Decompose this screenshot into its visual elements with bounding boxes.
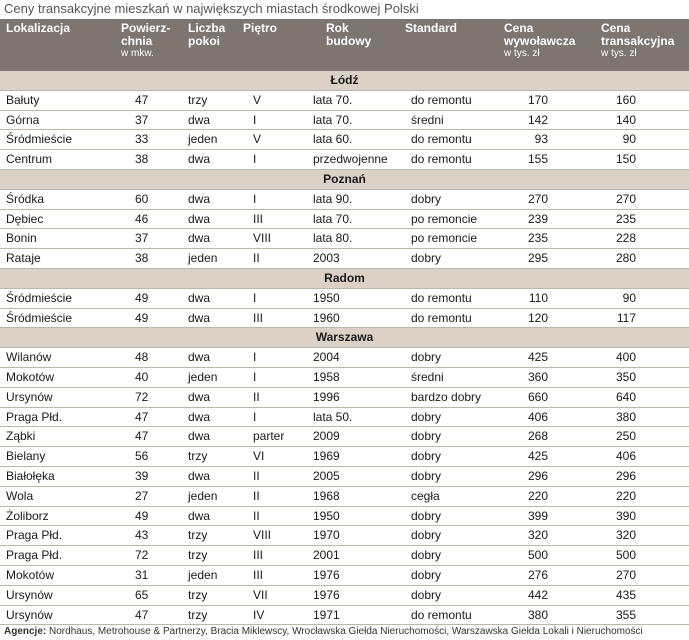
cell-year: 1976 bbox=[313, 587, 340, 602]
cell-year: lata 90. bbox=[313, 191, 353, 206]
cell-asking-price: 296 bbox=[527, 468, 548, 483]
cell-area: 48 bbox=[135, 350, 149, 365]
cell-year: lata 60. bbox=[313, 132, 353, 147]
table-row bbox=[0, 309, 689, 329]
table-row bbox=[0, 229, 689, 249]
table-row bbox=[0, 348, 689, 368]
cell-location: Śródmieście bbox=[6, 290, 73, 305]
cell-transaction-price: 90 bbox=[622, 132, 636, 147]
cell-asking-price: 276 bbox=[527, 567, 548, 582]
cell-area: 49 bbox=[135, 508, 149, 523]
cell-floor: V bbox=[253, 132, 262, 147]
cell-rooms: trzy bbox=[188, 92, 208, 107]
cell-area: 43 bbox=[135, 528, 149, 543]
cell-area: 49 bbox=[135, 290, 149, 305]
cell-standard: dobry bbox=[411, 251, 442, 266]
header-transaction-price: Cena transakcyjna w tys. zł bbox=[601, 21, 675, 59]
cell-standard: po remoncie bbox=[411, 231, 478, 246]
price-table bbox=[0, 19, 689, 625]
cell-location: Żoliborz bbox=[6, 508, 49, 523]
cell-area: 47 bbox=[135, 92, 149, 107]
cell-rooms: dwa bbox=[188, 191, 211, 206]
cell-asking-price: 268 bbox=[527, 429, 548, 444]
cell-area: 72 bbox=[135, 389, 149, 404]
cell-transaction-price: 140 bbox=[615, 112, 636, 127]
cell-transaction-price: 228 bbox=[615, 231, 636, 246]
cell-transaction-price: 390 bbox=[615, 508, 636, 523]
cell-location: Bielany bbox=[6, 449, 46, 464]
cell-standard: do remontu bbox=[411, 132, 472, 147]
cell-location: Praga Płd. bbox=[6, 409, 63, 424]
cell-rooms: dwa bbox=[188, 389, 211, 404]
cell-location: Górna bbox=[6, 112, 40, 127]
cell-floor: III bbox=[253, 211, 264, 226]
cell-year: 1950 bbox=[313, 508, 340, 523]
cell-asking-price: 270 bbox=[527, 191, 548, 206]
cell-standard: cegła bbox=[411, 488, 440, 503]
cell-standard: do remontu bbox=[411, 607, 472, 622]
cell-area: 49 bbox=[135, 310, 149, 325]
cell-rooms: jeden bbox=[188, 369, 218, 384]
city-group-header: Łódź bbox=[0, 71, 689, 91]
cell-transaction-price: 270 bbox=[615, 191, 636, 206]
cell-area: 47 bbox=[135, 607, 149, 622]
cell-rooms: dwa bbox=[188, 468, 211, 483]
cell-year: 1960 bbox=[313, 310, 340, 325]
cell-location: Bonin bbox=[6, 231, 37, 246]
cell-rooms: trzy bbox=[188, 587, 208, 602]
table-row bbox=[0, 467, 689, 487]
cell-floor: I bbox=[253, 152, 257, 167]
cell-location: Ursynów bbox=[6, 607, 53, 622]
cell-rooms: trzy bbox=[188, 528, 208, 543]
table-row bbox=[0, 368, 689, 388]
cell-rooms: trzy bbox=[188, 449, 208, 464]
cell-area: 33 bbox=[135, 132, 149, 147]
cell-standard: dobry bbox=[411, 191, 442, 206]
cell-floor: II bbox=[253, 488, 260, 503]
cell-transaction-price: 280 bbox=[615, 251, 636, 266]
cell-floor: parter bbox=[253, 429, 285, 444]
cell-location: Ursynów bbox=[6, 389, 53, 404]
cell-standard: dobry bbox=[411, 567, 442, 582]
cell-floor: VII bbox=[253, 587, 268, 602]
cell-location: Ząbki bbox=[6, 429, 36, 444]
cell-area: 46 bbox=[135, 211, 149, 226]
table-row bbox=[0, 190, 689, 210]
cell-year: lata 70. bbox=[313, 211, 353, 226]
header-location: Lokalizacja bbox=[6, 21, 71, 35]
cell-standard: dobry bbox=[411, 468, 442, 483]
cell-standard: dobry bbox=[411, 508, 442, 523]
cell-area: 38 bbox=[135, 152, 149, 167]
table-row bbox=[0, 111, 689, 131]
cell-location: Rataje bbox=[6, 251, 41, 266]
footer-sources: Agencje: Nordhaus, Metrohouse & Partnerzy, Bracia Miklewscy, Wrocławska Giełda Nieruchomości, Warszawska Giełda Lokali i Nieruchomości bbox=[4, 626, 643, 637]
cell-area: 37 bbox=[135, 231, 149, 246]
table-header bbox=[0, 19, 689, 71]
cell-transaction-price: 380 bbox=[615, 409, 636, 424]
cell-transaction-price: 235 bbox=[615, 211, 636, 226]
cell-rooms: dwa bbox=[188, 508, 211, 523]
cell-rooms: dwa bbox=[188, 429, 211, 444]
table-row bbox=[0, 150, 689, 170]
header-rooms: Liczba pokoi bbox=[188, 21, 226, 48]
cell-standard: dobry bbox=[411, 429, 442, 444]
cell-location: Mokotów bbox=[6, 567, 55, 582]
cell-transaction-price: 500 bbox=[615, 548, 636, 563]
cell-area: 38 bbox=[135, 251, 149, 266]
cell-standard: dobry bbox=[411, 409, 442, 424]
cell-year: przedwojenne bbox=[313, 152, 388, 167]
city-group-header: Poznań bbox=[0, 170, 689, 190]
cell-transaction-price: 400 bbox=[615, 350, 636, 365]
cell-location: Ursynów bbox=[6, 587, 53, 602]
table-body bbox=[0, 71, 689, 625]
cell-transaction-price: 320 bbox=[615, 528, 636, 543]
city-group-header: Radom bbox=[0, 269, 689, 289]
header-area: Powierz- chnia w mkw. bbox=[121, 21, 171, 59]
cell-asking-price: 142 bbox=[527, 112, 548, 127]
cell-transaction-price: 350 bbox=[615, 369, 636, 384]
cell-floor: II bbox=[253, 508, 260, 523]
cell-area: 40 bbox=[135, 369, 149, 384]
cell-rooms: dwa bbox=[188, 290, 211, 305]
cell-area: 39 bbox=[135, 468, 149, 483]
cell-floor: III bbox=[253, 548, 264, 563]
cell-floor: VIII bbox=[253, 231, 272, 246]
cell-asking-price: 120 bbox=[527, 310, 548, 325]
cell-rooms: jeden bbox=[188, 488, 218, 503]
cell-transaction-price: 117 bbox=[616, 310, 636, 325]
cell-year: 2009 bbox=[313, 429, 340, 444]
cell-transaction-price: 296 bbox=[615, 468, 636, 483]
cell-location: Białołęka bbox=[6, 468, 55, 483]
table-row bbox=[0, 606, 689, 626]
cell-year: 1958 bbox=[313, 369, 340, 384]
table-row bbox=[0, 427, 689, 447]
cell-asking-price: 425 bbox=[527, 350, 548, 365]
cell-standard: dobry bbox=[411, 528, 442, 543]
cell-year: lata 50. bbox=[313, 409, 353, 424]
table-row bbox=[0, 249, 689, 269]
cell-floor: I bbox=[253, 350, 257, 365]
cell-year: 2001 bbox=[313, 548, 340, 563]
cell-transaction-price: 150 bbox=[615, 152, 636, 167]
table-row bbox=[0, 91, 689, 111]
cell-floor: V bbox=[253, 92, 262, 107]
cell-standard: bardzo dobry bbox=[411, 389, 482, 404]
cell-asking-price: 220 bbox=[527, 488, 548, 503]
cell-asking-price: 399 bbox=[527, 508, 548, 523]
cell-area: 56 bbox=[135, 449, 149, 464]
cell-transaction-price: 355 bbox=[615, 607, 636, 622]
table-row bbox=[0, 289, 689, 309]
cell-area: 31 bbox=[135, 567, 149, 582]
cell-location: Mokotów bbox=[6, 369, 55, 384]
cell-standard: po remoncie bbox=[411, 211, 478, 226]
cell-area: 65 bbox=[135, 587, 149, 602]
cell-asking-price: 360 bbox=[527, 369, 548, 384]
cell-asking-price: 442 bbox=[527, 587, 548, 602]
cell-standard: do remontu bbox=[411, 152, 472, 167]
cell-standard: do remontu bbox=[411, 310, 472, 325]
cell-floor: III bbox=[253, 310, 264, 325]
cell-year: 1996 bbox=[313, 389, 340, 404]
cell-asking-price: 295 bbox=[527, 251, 548, 266]
cell-location: Praga Płd. bbox=[6, 528, 63, 543]
cell-rooms: trzy bbox=[188, 607, 208, 622]
cell-asking-price: 660 bbox=[527, 389, 548, 404]
cell-asking-price: 110 bbox=[528, 290, 548, 305]
cell-floor: II bbox=[253, 468, 260, 483]
table-caption: Ceny transakcyjne mieszkań w największych miastach środkowej Polski bbox=[4, 1, 419, 16]
cell-rooms: dwa bbox=[188, 350, 211, 365]
cell-asking-price: 380 bbox=[527, 607, 548, 622]
cell-standard: dobry bbox=[411, 449, 442, 464]
cell-asking-price: 406 bbox=[527, 409, 548, 424]
cell-year: 1969 bbox=[313, 449, 340, 464]
cell-floor: VI bbox=[253, 449, 265, 464]
cell-year: 1976 bbox=[313, 567, 340, 582]
cell-floor: VIII bbox=[253, 528, 272, 543]
cell-standard: średni bbox=[411, 112, 444, 127]
cell-transaction-price: 250 bbox=[615, 429, 636, 444]
cell-standard: dobry bbox=[411, 548, 442, 563]
cell-location: Śródmieście bbox=[6, 310, 73, 325]
table-row bbox=[0, 130, 689, 150]
table-row bbox=[0, 487, 689, 507]
cell-year: 1970 bbox=[313, 528, 340, 543]
table-row bbox=[0, 526, 689, 546]
header-floor: Piętro bbox=[243, 21, 278, 35]
cell-asking-price: 170 bbox=[527, 92, 548, 107]
cell-floor: I bbox=[253, 191, 257, 206]
cell-standard: średni bbox=[411, 369, 444, 384]
cell-year: lata 80. bbox=[313, 231, 353, 246]
cell-rooms: jeden bbox=[188, 251, 218, 266]
cell-floor: I bbox=[253, 369, 257, 384]
cell-asking-price: 155 bbox=[527, 152, 548, 167]
cell-year: 2004 bbox=[313, 350, 340, 365]
cell-year: lata 70. bbox=[313, 92, 353, 107]
cell-floor: IV bbox=[253, 607, 265, 622]
cell-asking-price: 320 bbox=[527, 528, 548, 543]
cell-standard: dobry bbox=[411, 350, 442, 365]
cell-year: 2005 bbox=[313, 468, 340, 483]
table-row bbox=[0, 546, 689, 566]
cell-rooms: jeden bbox=[188, 567, 218, 582]
cell-area: 60 bbox=[135, 191, 149, 206]
cell-floor: II bbox=[253, 251, 260, 266]
cell-asking-price: 239 bbox=[527, 211, 548, 226]
header-standard: Standard bbox=[405, 21, 458, 35]
cell-area: 27 bbox=[135, 488, 149, 503]
table-row bbox=[0, 210, 689, 230]
cell-asking-price: 425 bbox=[527, 449, 548, 464]
cell-year: lata 70. bbox=[313, 112, 353, 127]
cell-location: Śródmieście bbox=[6, 132, 73, 147]
header-year: Rok budowy bbox=[326, 21, 372, 48]
cell-location: Praga Płd. bbox=[6, 548, 63, 563]
cell-floor: I bbox=[253, 409, 257, 424]
cell-location: Bałuty bbox=[6, 92, 40, 107]
cell-asking-price: 500 bbox=[527, 548, 548, 563]
cell-rooms: dwa bbox=[188, 211, 211, 226]
table-row bbox=[0, 586, 689, 606]
cell-rooms: dwa bbox=[188, 409, 211, 424]
cell-year: 1968 bbox=[313, 488, 340, 503]
cell-asking-price: 93 bbox=[534, 132, 548, 147]
city-group-header: Warszawa bbox=[0, 328, 689, 348]
cell-area: 72 bbox=[135, 548, 149, 563]
cell-location: Wola bbox=[6, 488, 34, 503]
cell-floor: II bbox=[253, 389, 260, 404]
table-row bbox=[0, 566, 689, 586]
cell-rooms: jeden bbox=[188, 132, 218, 147]
cell-rooms: dwa bbox=[188, 152, 211, 167]
cell-transaction-price: 406 bbox=[615, 449, 636, 464]
cell-area: 37 bbox=[135, 112, 149, 127]
cell-floor: III bbox=[253, 567, 264, 582]
cell-transaction-price: 160 bbox=[615, 92, 636, 107]
header-asking-price: Cena wywoławcza w tys. zł bbox=[504, 21, 576, 59]
cell-rooms: dwa bbox=[188, 231, 211, 246]
cell-year: 1971 bbox=[313, 607, 340, 622]
cell-standard: do remontu bbox=[411, 290, 472, 305]
cell-location: Wilanów bbox=[6, 350, 52, 365]
cell-year: 2003 bbox=[313, 251, 340, 266]
cell-floor: I bbox=[253, 112, 257, 127]
table-row bbox=[0, 408, 689, 428]
cell-area: 47 bbox=[135, 429, 149, 444]
cell-floor: I bbox=[253, 290, 257, 305]
cell-location: Centrum bbox=[6, 152, 53, 167]
cell-rooms: trzy bbox=[188, 548, 208, 563]
table-row bbox=[0, 388, 689, 408]
cell-transaction-price: 435 bbox=[615, 587, 636, 602]
cell-location: Śródka bbox=[6, 191, 45, 206]
cell-rooms: dwa bbox=[188, 112, 211, 127]
cell-year: 1950 bbox=[313, 290, 340, 305]
table-row bbox=[0, 447, 689, 467]
cell-area: 47 bbox=[135, 409, 149, 424]
cell-transaction-price: 270 bbox=[615, 567, 636, 582]
cell-asking-price: 235 bbox=[527, 231, 548, 246]
cell-transaction-price: 220 bbox=[615, 488, 636, 503]
table-row bbox=[0, 507, 689, 527]
cell-rooms: dwa bbox=[188, 310, 211, 325]
cell-transaction-price: 640 bbox=[615, 389, 636, 404]
cell-standard: dobry bbox=[411, 587, 442, 602]
cell-location: Dębiec bbox=[6, 211, 44, 226]
cell-transaction-price: 90 bbox=[622, 290, 636, 305]
cell-standard: do remontu bbox=[411, 92, 472, 107]
